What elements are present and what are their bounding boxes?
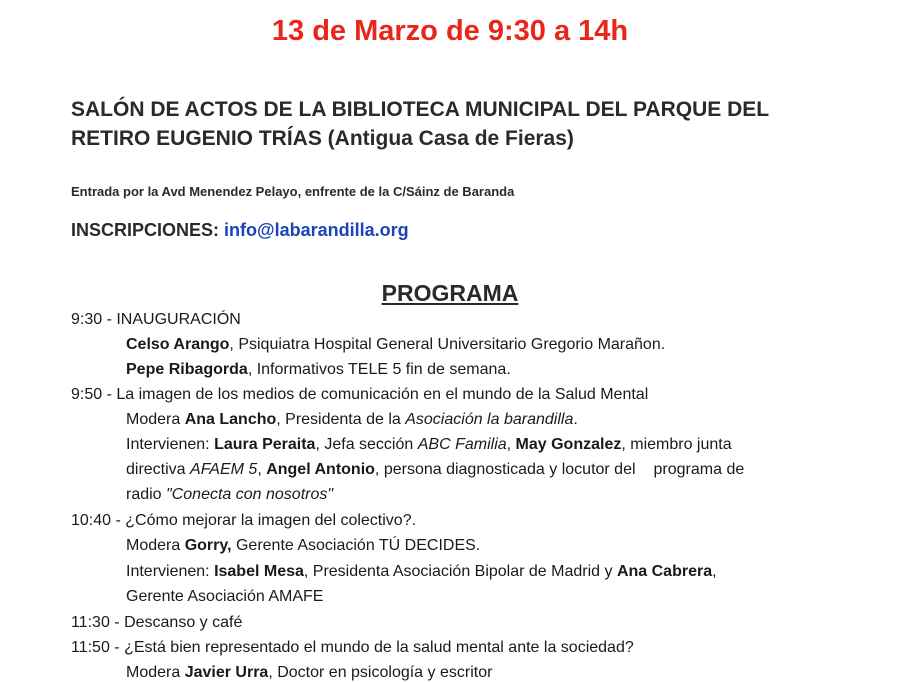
venue-title: SALÓN DE ACTOS DE LA BIBLIOTECA MUNICIPAL DEL PARQUE DEL RETIRO EUGENIO TRÍAS (Antigua Casa de Fieras)	[71, 98, 769, 150]
speaker-name: May Gonzalez	[515, 436, 622, 453]
organization-name: Asociación la barandilla	[405, 411, 574, 428]
speaker-name: Laura Peraita	[214, 436, 316, 453]
speaker-role: directiva	[126, 461, 191, 478]
session-break: 11:30 - Descanso y café	[71, 614, 243, 631]
punctuation: .	[573, 411, 578, 428]
moderator-role: , Doctor en psicología y escritor	[268, 664, 493, 681]
speaker-name: Ana Cabrera	[616, 563, 713, 580]
session-representation: 11:50 - ¿Está bien representado el mundo de la salud mental ante la sociedad?	[71, 639, 634, 656]
speaker-name: Pepe Ribagorda	[126, 361, 248, 378]
moderator-name: Ana Lancho	[184, 411, 277, 428]
speaker-role: , miembro junta	[621, 436, 732, 453]
speaker-role-line: Gerente Asociación AMAFE	[126, 588, 324, 605]
moderator-label: Modera	[126, 664, 185, 681]
session-collective-image: 10:40 - ¿Cómo mejorar la imagen del colectivo?.	[71, 512, 417, 529]
speaker-role: , Jefa sección	[315, 436, 418, 453]
speakers-line	[126, 486, 333, 504]
inscriptions-email-link[interactable]: info@labarandilla.org	[224, 220, 409, 240]
program-title: PROGRAMA	[381, 280, 519, 306]
speakers-label: Intervienen:	[126, 563, 215, 580]
speakers-line	[126, 563, 717, 581]
session-media-image: 9:50 - La imagen de los medios de comunicación en el mundo de la Salud Mental	[71, 386, 649, 403]
separator: ,	[257, 461, 267, 478]
program-name: "Conecta con nosotros"	[166, 486, 334, 503]
inscriptions	[71, 220, 409, 241]
speaker-role: , persona diagnosticada y locutor del	[374, 461, 636, 478]
speaker-role: , Presidenta Asociación Bipolar de Madrid y	[303, 563, 617, 580]
moderator-line	[126, 664, 492, 682]
moderator-label: Modera	[126, 537, 185, 554]
speaker-line	[126, 336, 665, 354]
moderator-name: Gorry,	[184, 537, 232, 554]
speaker-line	[126, 361, 511, 379]
venue-entrance: Entrada por la Avd Menendez Pelayo, enfrente de la C/Sáinz de Baranda	[71, 184, 515, 199]
session-inauguration: 9:30 - INAUGURACIÓN	[71, 311, 241, 328]
speaker-name: Celso Arango	[126, 336, 230, 353]
moderator-line	[126, 411, 578, 429]
speaker-role: programa de	[653, 461, 745, 478]
event-date: 13 de Marzo de 9:30 a 14h	[271, 15, 629, 47]
speaker-role: , Informativos TELE 5 fin de semana.	[247, 361, 511, 378]
inscriptions-label: INSCRIPCIONES:	[71, 220, 220, 240]
organization-name: AFAEM 5	[190, 461, 258, 478]
speakers-line	[126, 436, 732, 454]
speaker-role: radio	[126, 486, 167, 503]
speaker-role: , Psiquiatra Hospital General Universitario Gregorio Marañon.	[229, 336, 666, 353]
separator: ,	[712, 563, 717, 580]
organization-name: ABC Familia	[417, 436, 507, 453]
moderator-name: Javier Urra	[184, 664, 269, 681]
separator: ,	[506, 436, 516, 453]
moderator-line	[126, 537, 480, 555]
moderator-role: Gerente Asociación TÚ DECIDES.	[231, 537, 481, 554]
speakers-line	[126, 461, 744, 479]
speaker-name: Isabel Mesa	[214, 563, 304, 580]
speakers-label: Intervienen:	[126, 436, 215, 453]
moderator-role: , Presidenta de la	[276, 411, 406, 428]
speaker-name: Angel Antonio	[266, 461, 375, 478]
moderator-label: Modera	[126, 411, 185, 428]
